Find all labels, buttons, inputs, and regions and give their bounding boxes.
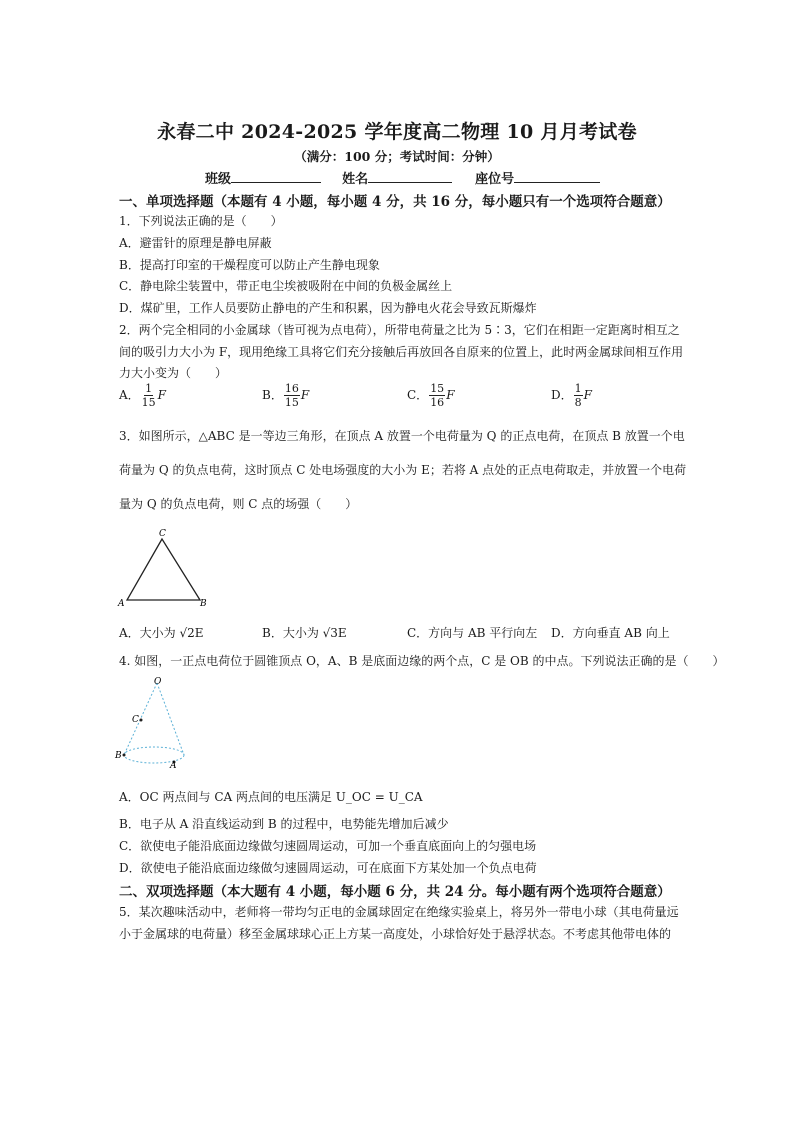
q2-line3: 力大小变为（ ） xyxy=(119,366,228,380)
name-label: 姓名 xyxy=(342,172,369,187)
point-a-label: A xyxy=(170,761,177,771)
q1-option-c: C．静电除尘装置中，带正电尘埃被吸附在中间的负极金属丝上 xyxy=(119,279,453,293)
q5-line2: 小于金属球的电荷量）移至金属球球心正上方某一高度处，小球恰好处于悬浮状态。不考虑其他带电体的 xyxy=(119,927,672,941)
vertex-a-label: A xyxy=(118,599,125,609)
exam-info: （满分：100 分；考试时间：分钟） xyxy=(294,149,500,164)
q1-stem: 1．下列说法正确的是（ ） xyxy=(119,214,283,228)
q3-triangle-figure xyxy=(112,525,212,610)
q2-line1: 2．两个完全相同的小金属球（皆可视为点电荷），所带电荷量之比为 5∶3，它们在相距一定距离时相互之 xyxy=(119,323,680,337)
point-b xyxy=(123,754,126,757)
vertex-c-label: C xyxy=(159,529,166,539)
cone-right-edge xyxy=(157,683,184,755)
q4-option-d: D．欲使电子能沿底面边缘做匀速圆周运动，可在底面下方某处加一个负点电荷 xyxy=(119,861,537,875)
point-c-label: C xyxy=(132,715,139,725)
q4-option-a: A．OC 两点间与 CA 两点间的电压满足 U_OC = U_CA xyxy=(119,790,423,804)
q4-option-b: B．电子从 A 沿直线运动到 B 的过程中，电势能先增加后减少 xyxy=(119,817,449,831)
q2-option-c: C． $\frac{15}{16}$ F xyxy=(407,382,455,409)
q5-line1: 5．某次趣味活动中，老师将一带均匀正电的金属球固定在绝缘实验桌上，将另外一带电小球（其电荷量远 xyxy=(119,905,679,919)
q1-option-d: D．煤矿里，工作人员要防止静电的产生和积累，因为静电火花会导致瓦斯爆炸 xyxy=(119,301,537,315)
q2-option-a: A． $\frac{1}{15}$ F xyxy=(119,382,166,409)
name-blank xyxy=(368,169,452,183)
q3-line2: 荷量为 Q 的负点电荷，这时顶点 C 处电场强度的大小为 E；若将 A 点处的正点电荷取走，并放置一个电荷 xyxy=(119,463,687,477)
q1-option-b: B．提高打印室的干燥程度可以防止产生静电现象 xyxy=(119,258,380,272)
class-blank xyxy=(231,169,321,183)
point-c xyxy=(140,719,143,722)
q3-option-a: A．大小为 √2E xyxy=(119,626,204,640)
page-title: 永春二中 2024-2025 学年度高二物理 10 月月考试卷 xyxy=(157,121,637,143)
q4-option-c: C．欲使电子能沿底面边缘做匀速圆周运动，可加一个垂直底面向上的匀强电场 xyxy=(119,839,537,853)
section2-heading: 二、双项选择题（本大题有 4 小题，每小题 6 分，共 24 分。每小题有两个选项符合题意） xyxy=(119,884,671,900)
q3-option-d: D．方向垂直 AB 向上 xyxy=(551,626,670,640)
seat-label: 座位号 xyxy=(475,172,515,187)
q3-line1: 3．如图所示，△ABC 是一等边三角形，在顶点 A 放置一个电荷量为 Q 的正点电荷，在顶点 B 放置一个电 xyxy=(119,429,685,443)
q2-option-b: B． $\frac{16}{15}$ F xyxy=(262,382,310,409)
vertex-b-label: B xyxy=(200,599,207,609)
student-info-fields xyxy=(205,168,600,187)
q3-line3: 量为 Q 的负点电荷，则 C 点的场强（ ） xyxy=(119,497,358,511)
seat-blank xyxy=(514,169,600,183)
q4-cone-figure xyxy=(112,675,192,775)
triangle-abc xyxy=(127,539,200,600)
point-b-label: B xyxy=(115,751,122,761)
section1-heading: 一、单项选择题（本题有 4 小题，每小题 4 分，共 16 分，每小题只有一个选项符合题意） xyxy=(119,194,671,210)
q4-stem: 4. 如图，一正点电荷位于圆锥顶点 O，A、B 是底面边缘的两个点，C 是 OB 的中点。下列说法正确的是（ ） xyxy=(119,654,725,668)
q2-line2: 间的吸引力大小为 F，现用绝缘工具将它们充分接触后再放回各自原来的位置上，此时两金属球间相互作用 xyxy=(119,345,684,359)
class-label: 班级 xyxy=(205,172,232,187)
apex-o-label: O xyxy=(154,677,162,687)
q1-option-a: A．避雷针的原理是静电屏蔽 xyxy=(119,236,272,250)
q3-option-b: B．大小为 √3E xyxy=(262,626,347,640)
q3-option-c: C．方向与 AB 平行向左 xyxy=(407,626,538,640)
q2-option-d: D． $\frac{1}{8}$ F xyxy=(551,382,592,409)
